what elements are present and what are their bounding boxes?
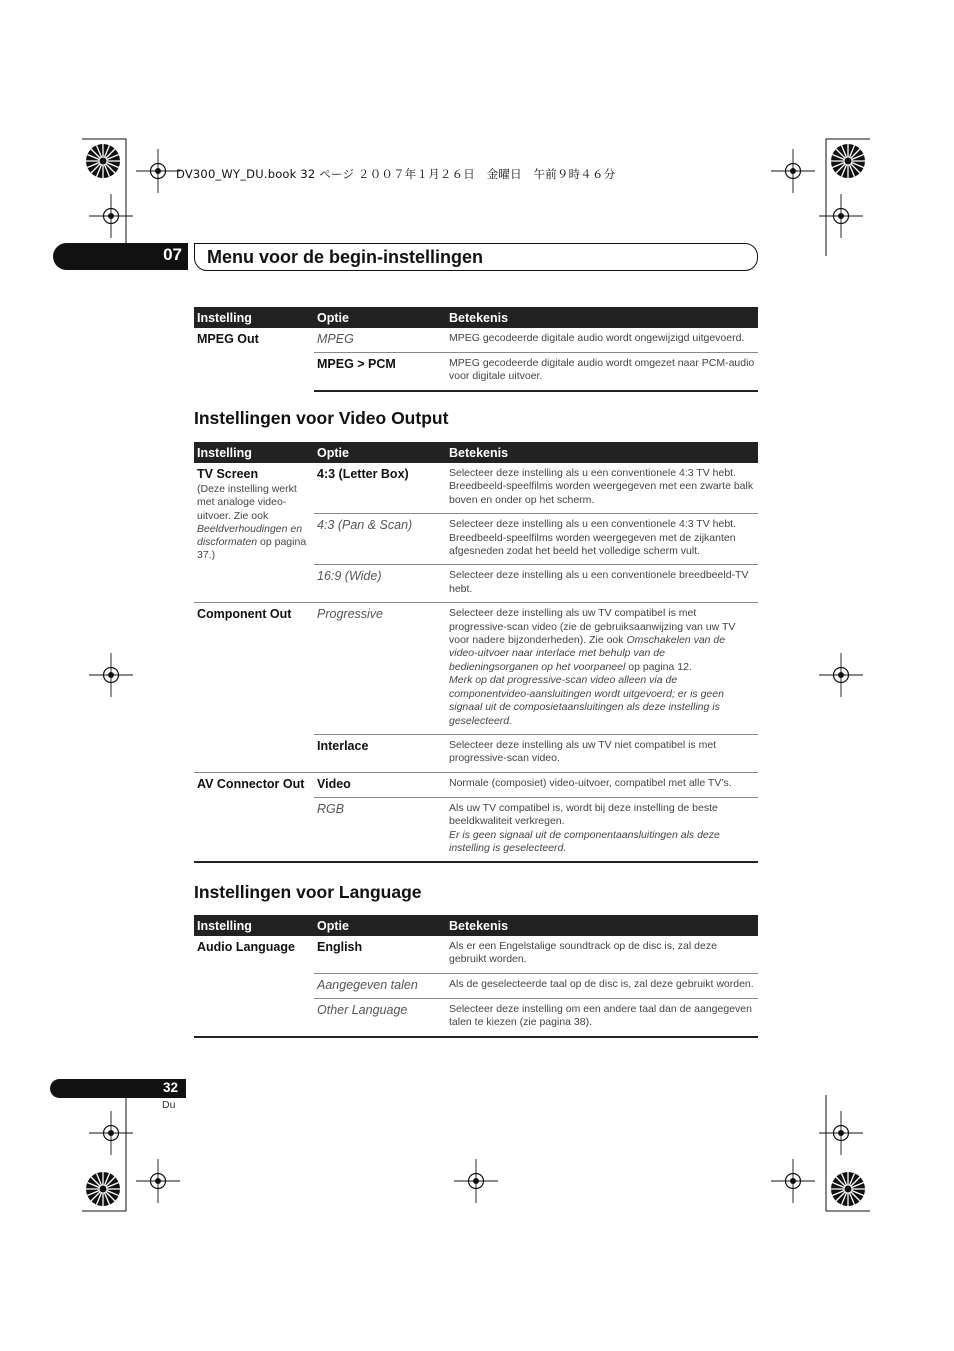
meaning-cell [446, 797, 758, 862]
setting-name: TV Screen [197, 467, 259, 481]
setting-note [197, 483, 311, 563]
column-header-option: Optie [314, 307, 446, 328]
option-cell [314, 973, 446, 998]
chapter-title: Menu voor de begin-instellingen [207, 247, 484, 267]
setting-name: Audio Language [197, 940, 295, 954]
option-label: Progressive [317, 607, 383, 622]
note-text: op pagina 37.) [197, 536, 307, 562]
meaning-cell [446, 603, 758, 735]
option-cell [314, 514, 446, 565]
setting-cell [194, 772, 314, 862]
option-label: 16:9 (Wide) [317, 569, 382, 584]
column-header-option: Optie [314, 442, 446, 463]
meaning-cell: Selecteer deze instelling als u een conventionele 4:3 TV hebt. Breedbeeld-speelfilms worden weergegeven met de zijkanten afgesneden zodat het beeld het volledige scherm vult. [446, 514, 758, 565]
option-label: Video [317, 776, 351, 791]
option-cell [314, 603, 446, 735]
option-cell [314, 936, 446, 973]
option-cell [314, 772, 446, 797]
option-cell [314, 998, 446, 1036]
option-label: Other Language [317, 1002, 408, 1017]
meaning-text: Selecteer deze instelling als uw TV compatibel is met progressive-scan video (zie de gebruiksaanwijzing van uw TV voor nadere bijzonderheden). Zie ook [449, 607, 736, 647]
meaning-cell: Selecteer deze instelling als u een conventionele breedbeeld-TV hebt. [446, 565, 758, 603]
meaning-cell: Selecteer deze instelling als u een conventionele 4:3 TV hebt. Breedbeeld-speelfilms worden weergegeven met een zwarte balk boven en onder op het scherm. [446, 463, 758, 514]
meaning-cell: Selecteer deze instelling om een andere taal dan de aangegeven talen te kiezen (zie pagina 38). [446, 998, 758, 1036]
setting-cell [194, 603, 314, 772]
meaning-cell: MPEG gecodeerde digitale audio wordt omgezet naar PCM-audio voor digitale uitvoer. [446, 353, 758, 391]
option-label: Interlace [317, 738, 369, 753]
setting-cell [194, 936, 314, 1037]
option-label: MPEG [317, 332, 354, 346]
option-cell [314, 328, 446, 353]
column-header-setting: Instelling [194, 442, 314, 463]
meaning-note: Er is geen signaal uit de componentaansluitingen als deze instelling is geselecteerd. [449, 828, 720, 854]
note-text: (Deze instelling werkt met analoge video-uitvoer. Zie ook [197, 483, 297, 522]
meaning-cell: Normale (composiet) video-uitvoer, compatibel met alle TV’s. [446, 772, 758, 797]
setting-name: MPEG Out [197, 332, 259, 346]
section-title-video-output: Instellingen voor Video Output [194, 408, 449, 428]
setting-name: Component Out [197, 607, 292, 622]
option-label: Aangegeven talen [317, 977, 418, 992]
option-label: English [317, 940, 363, 954]
option-label: 4:3 (Pan & Scan) [317, 518, 413, 533]
column-header-meaning: Betekenis [446, 915, 758, 936]
note-reference: Beeldverhoudingen en discformaten [197, 522, 303, 549]
meaning-cell: Selecteer deze instelling als uw TV niet compatibel is met progressive-scan video. [446, 734, 758, 772]
option-cell [314, 353, 446, 391]
column-header-setting: Instelling [194, 915, 314, 936]
setting-name: AV Connector Out [197, 776, 305, 791]
meaning-text: op pagina 12. [625, 660, 692, 673]
settings-table-mpeg [194, 307, 758, 392]
setting-cell [194, 463, 314, 603]
meaning-text: Als uw TV compatibel is, wordt bij deze instelling de beste beeldkwaliteit verkregen. [449, 801, 718, 828]
column-header-meaning: Betekenis [446, 307, 758, 328]
option-cell [314, 565, 446, 603]
table-row [194, 463, 758, 514]
option-cell [314, 797, 446, 862]
table-row [194, 603, 758, 735]
settings-table-video-output [194, 442, 758, 863]
meaning-reference: Omschakelen van de video-uitvoer naar interlace met behulp van de bedieningsorganen op het voorpaneel [449, 634, 726, 673]
page-language: Du [162, 1099, 176, 1111]
meaning-note: Merk op dat progressive-scan video alleen via de componentvideo-aansluitingen wordt uitgevoerd; er is geen signaal uit de composietaansluitingen als deze instelling is geselecteerd. [449, 674, 724, 727]
table-row [194, 936, 758, 973]
section-title-language: Instellingen voor Language [194, 882, 422, 902]
option-label: MPEG > PCM [317, 357, 396, 371]
meaning-cell: Als de geselecteerde taal op de disc is, zal deze gebruikt worden. [446, 973, 758, 998]
column-header-setting: Instelling [194, 307, 314, 328]
book-print-line: DV300_WY_DU.book 32 ページ ２００７年１月２６日 金曜日 午前９時４６分 [176, 167, 616, 181]
option-label: 4:3 (Letter Box) [317, 467, 409, 481]
setting-cell [194, 328, 314, 391]
settings-table-language [194, 915, 758, 1038]
page-number: 32 [162, 1080, 178, 1095]
meaning-cell: MPEG gecodeerde digitale audio wordt ongewijzigd uitgevoerd. [446, 328, 758, 353]
table-row [194, 772, 758, 797]
option-label: RGB [317, 801, 345, 816]
column-header-option: Optie [314, 915, 446, 936]
chapter-number-tab [53, 243, 188, 270]
chapter-number: 07 [163, 245, 182, 264]
table-row [194, 328, 758, 353]
option-cell [314, 463, 446, 514]
page-number-tab [50, 1079, 186, 1098]
option-cell [314, 734, 446, 772]
column-header-meaning: Betekenis [446, 442, 758, 463]
meaning-cell: Als er een Engelstalige soundtrack op de disc is, zal deze gebruikt worden. [446, 936, 758, 973]
